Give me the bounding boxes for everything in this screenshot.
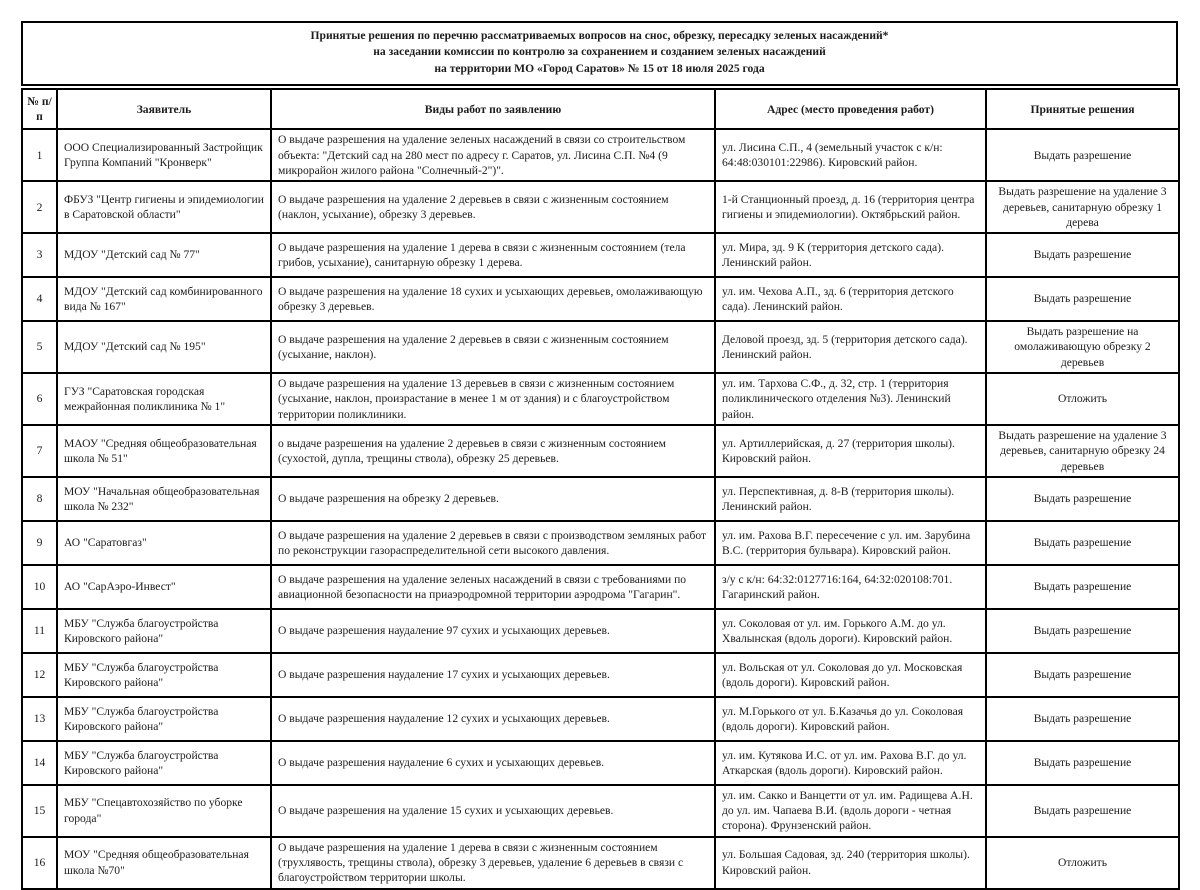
cell-applicant: АО "СарАэро-Инвест" — [57, 565, 271, 609]
table-row — [22, 277, 1179, 321]
table-row — [22, 609, 1179, 653]
table-row — [22, 697, 1179, 741]
table-row — [22, 653, 1179, 697]
cell-decision: Выдать разрешение на омолаживающую обрезку 2 деревьев — [986, 321, 1179, 373]
document-title — [21, 21, 1178, 86]
cell-row-number: 1 — [22, 129, 57, 181]
cell-decision: Выдать разрешение — [986, 609, 1179, 653]
cell-works: О выдаче разрешения на удаление зеленых насаждений в связи со строительством объекта: "Детский сад на 280 мест по адресу г. Саратов, ул. Лисина С.П. №4 (9 микрорайон жилого района "Солнечный-2")". — [271, 129, 715, 181]
cell-decision: Выдать разрешение — [986, 565, 1179, 609]
header-decision: Принятые решения — [986, 89, 1179, 129]
table-row — [22, 837, 1179, 889]
cell-works: О выдаче разрешения наудаление 17 сухих и усыхающих деревьев. — [271, 653, 715, 697]
cell-address: ул. им. Тархова С.Ф., д. 32, стр. 1 (территория поликлинического отделения №3). Ленинский район. — [715, 373, 986, 425]
title-line-2: на заседании комиссии по контролю за сохранением и созданием зеленых насаждений — [373, 45, 826, 59]
cell-row-number: 11 — [22, 609, 57, 653]
cell-decision: Выдать разрешение — [986, 741, 1179, 785]
table-row — [22, 321, 1179, 373]
cell-decision: Выдать разрешение — [986, 785, 1179, 837]
cell-address: ул. Вольская от ул. Соколовая до ул. Московская (вдоль дороги). Кировский район. — [715, 653, 986, 697]
cell-address: ул. М.Горького от ул. Б.Казачья до ул. Соколовая (вдоль дороги). Кировский район. — [715, 697, 986, 741]
cell-applicant: МБУ "Служба благоустройства Кировского района" — [57, 653, 271, 697]
cell-row-number: 8 — [22, 477, 57, 521]
cell-applicant: МБУ "Служба благоустройства Кировского района" — [57, 697, 271, 741]
cell-applicant: МОУ "Средняя общеобразовательная школа №70" — [57, 837, 271, 889]
table-row — [22, 233, 1179, 277]
cell-address: ул. им. Кутякова И.С. от ул. им. Рахова В.Г. до ул. Аткарская (вдоль дороги). Кировский район. — [715, 741, 986, 785]
table-row — [22, 373, 1179, 425]
cell-works: О выдаче разрешения на удаление 2 деревьев в связи с жизненным состоянием (усыхание, наклон). — [271, 321, 715, 373]
cell-row-number: 6 — [22, 373, 57, 425]
header-num: № п/п — [22, 89, 57, 129]
cell-row-number: 2 — [22, 181, 57, 233]
cell-applicant: МБУ "Служба благоустройства Кировского района" — [57, 741, 271, 785]
cell-applicant: ФБУЗ "Центр гигиены и эпидемиологии в Саратовской области" — [57, 181, 271, 233]
cell-works: О выдаче разрешения на удаление 1 дерева в связи с жизненным состоянием (тела грибов, усыхание), санитарную обрезку 1 дерева. — [271, 233, 715, 277]
cell-applicant: МБУ "Спецавтохозяйство по уборке города" — [57, 785, 271, 837]
cell-address: ул. Артиллерийская, д. 27 (территория школы). Кировский район. — [715, 425, 986, 477]
cell-decision: Выдать разрешение — [986, 233, 1179, 277]
cell-row-number: 10 — [22, 565, 57, 609]
cell-row-number: 9 — [22, 521, 57, 565]
cell-address: 1-й Станционный проезд, д. 16 (территория центра гигиены и эпидемиологии). Октябрьский район. — [715, 181, 986, 233]
cell-works: О выдаче разрешения на удаление 2 деревьев в связи с производством земляных работ по реконструкции газораспределительной сети высокого давления. — [271, 521, 715, 565]
document-page — [21, 21, 1178, 890]
header-row — [22, 89, 1179, 129]
cell-row-number: 13 — [22, 697, 57, 741]
cell-decision: Выдать разрешение на удаление 3 деревьев, санитарную обрезку 24 деревьев — [986, 425, 1179, 477]
table-header — [22, 89, 1179, 129]
table-row — [22, 565, 1179, 609]
cell-applicant: АО "Саратовгаз" — [57, 521, 271, 565]
cell-works: О выдаче разрешения наудаление 97 сухих и усыхающих деревьев. — [271, 609, 715, 653]
cell-works: О выдаче разрешения на удаление 18 сухих и усыхающих деревьев, омолаживающую обрезку 3 деревьев. — [271, 277, 715, 321]
cell-row-number: 12 — [22, 653, 57, 697]
table-row — [22, 785, 1179, 837]
cell-address: Деловой проезд, зд. 5 (территория детского сада). Ленинский район. — [715, 321, 986, 373]
cell-applicant: МАОУ "Средняя общеобразовательная школа № 51" — [57, 425, 271, 477]
cell-works: о выдаче разрешения на удаление 2 деревьев в связи с жизненным состоянием (сухостой, дупла, трещины ствола), обрезку 25 деревьев. — [271, 425, 715, 477]
cell-applicant: МБУ "Служба благоустройства Кировского района" — [57, 609, 271, 653]
table-row — [22, 129, 1179, 181]
cell-decision: Выдать разрешение — [986, 129, 1179, 181]
cell-address: з/у с к/н: 64:32:0127716:164, 64:32:020108:701. Гагаринский район. — [715, 565, 986, 609]
header-works: Виды работ по заявлению — [271, 89, 715, 129]
cell-applicant: МДОУ "Детский сад № 77" — [57, 233, 271, 277]
cell-decision: Отложить — [986, 837, 1179, 889]
cell-address: ул. Большая Садовая, зд. 240 (территория школы). Кировский район. — [715, 837, 986, 889]
cell-row-number: 5 — [22, 321, 57, 373]
cell-row-number: 3 — [22, 233, 57, 277]
table-row — [22, 181, 1179, 233]
table-row — [22, 425, 1179, 477]
cell-applicant: ООО Специализированный Застройщик Группа Компаний "Кронверк" — [57, 129, 271, 181]
cell-row-number: 4 — [22, 277, 57, 321]
cell-applicant: МДОУ "Детский сад комбинированного вида № 167" — [57, 277, 271, 321]
cell-address: ул. Мира, зд. 9 К (территория детского сада). Ленинский район. — [715, 233, 986, 277]
cell-applicant: ГУЗ "Саратовская городская межрайонная поликлиника № 1" — [57, 373, 271, 425]
cell-row-number: 15 — [22, 785, 57, 837]
cell-works: О выдаче разрешения наудаление 12 сухих и усыхающих деревьев. — [271, 697, 715, 741]
cell-works: О выдаче разрешения на удаление 13 деревьев в связи с жизненным состоянием (усыхание, наклон, произрастание в менее 1 м от здания) и с благоустройством территории поликлиники. — [271, 373, 715, 425]
cell-row-number: 16 — [22, 837, 57, 889]
cell-works: О выдаче разрешения на обрезку 2 деревьев. — [271, 477, 715, 521]
cell-address: ул. Лисина С.П., 4 (земельный участок с к/н: 64:48:030101:22986). Кировский район. — [715, 129, 986, 181]
cell-decision: Выдать разрешение — [986, 653, 1179, 697]
cell-works: О выдаче разрешения на удаление 1 дерева в связи с жизненным состоянием (трухлявость, трещины ствола), обрезку 3 деревьев, удаление 6 деревьев в связи с благоустройством территории школы. — [271, 837, 715, 889]
cell-row-number: 7 — [22, 425, 57, 477]
cell-address: ул. им. Чехова А.П., зд. 6 (территория детского сада). Ленинский район. — [715, 277, 986, 321]
cell-works: О выдаче разрешения на удаление 15 сухих и усыхающих деревьев. — [271, 785, 715, 837]
header-address: Адрес (место проведения работ) — [715, 89, 986, 129]
header-applicant: Заявитель — [57, 89, 271, 129]
title-line-1: Принятые решения по перечню рассматриваемых вопросов на снос, обрезку, пересадку зеленых насаждений* — [310, 29, 889, 42]
cell-address: ул. им. Рахова В.Г. пересечение с ул. им. Зарубина В.С. (территория бульвара). Кировский район. — [715, 521, 986, 565]
title-line-3: на территории МО «Город Саратов» № 15 от 18 июля 2025 года — [434, 61, 765, 75]
cell-address: ул. Перспективная, д. 8-В (территория школы). Ленинский район. — [715, 477, 986, 521]
cell-works: О выдаче разрешения на удаление 2 деревьев в связи с жизненным состоянием (наклон, усыхание), обрезку 3 деревьев. — [271, 181, 715, 233]
cell-applicant: МДОУ "Детский сад № 195" — [57, 321, 271, 373]
cell-applicant: МОУ "Начальная общеобразовательная школа № 232" — [57, 477, 271, 521]
cell-decision: Выдать разрешение — [986, 697, 1179, 741]
cell-decision: Отложить — [986, 373, 1179, 425]
cell-works: О выдаче разрешения на удаление зеленых насаждений в связи с требованиями по авиационной безопасности на приаэродромной территории аэродрома "Гагарин". — [271, 565, 715, 609]
cell-decision: Выдать разрешение — [986, 277, 1179, 321]
cell-address: ул. Соколовая от ул. им. Горького А.М. до ул. Хвалынская (вдоль дороги). Кировский район. — [715, 609, 986, 653]
cell-decision: Выдать разрешение на удаление 3 деревьев, санитарную обрезку 1 дерева — [986, 181, 1179, 233]
table-row — [22, 477, 1179, 521]
decisions-table — [21, 88, 1180, 889]
table-row — [22, 521, 1179, 565]
cell-row-number: 14 — [22, 741, 57, 785]
cell-works: О выдаче разрешения наудаление 6 сухих и усыхающих деревьев. — [271, 741, 715, 785]
table-row — [22, 741, 1179, 785]
cell-decision: Выдать разрешение — [986, 477, 1179, 521]
cell-address: ул. им. Сакко и Ванцетти от ул. им. Радищева А.Н. до ул. им. Чапаева В.И. (вдоль дороги - четная сторона). Фрунзенский район. — [715, 785, 986, 837]
table-body — [22, 129, 1179, 888]
cell-decision: Выдать разрешение — [986, 521, 1179, 565]
